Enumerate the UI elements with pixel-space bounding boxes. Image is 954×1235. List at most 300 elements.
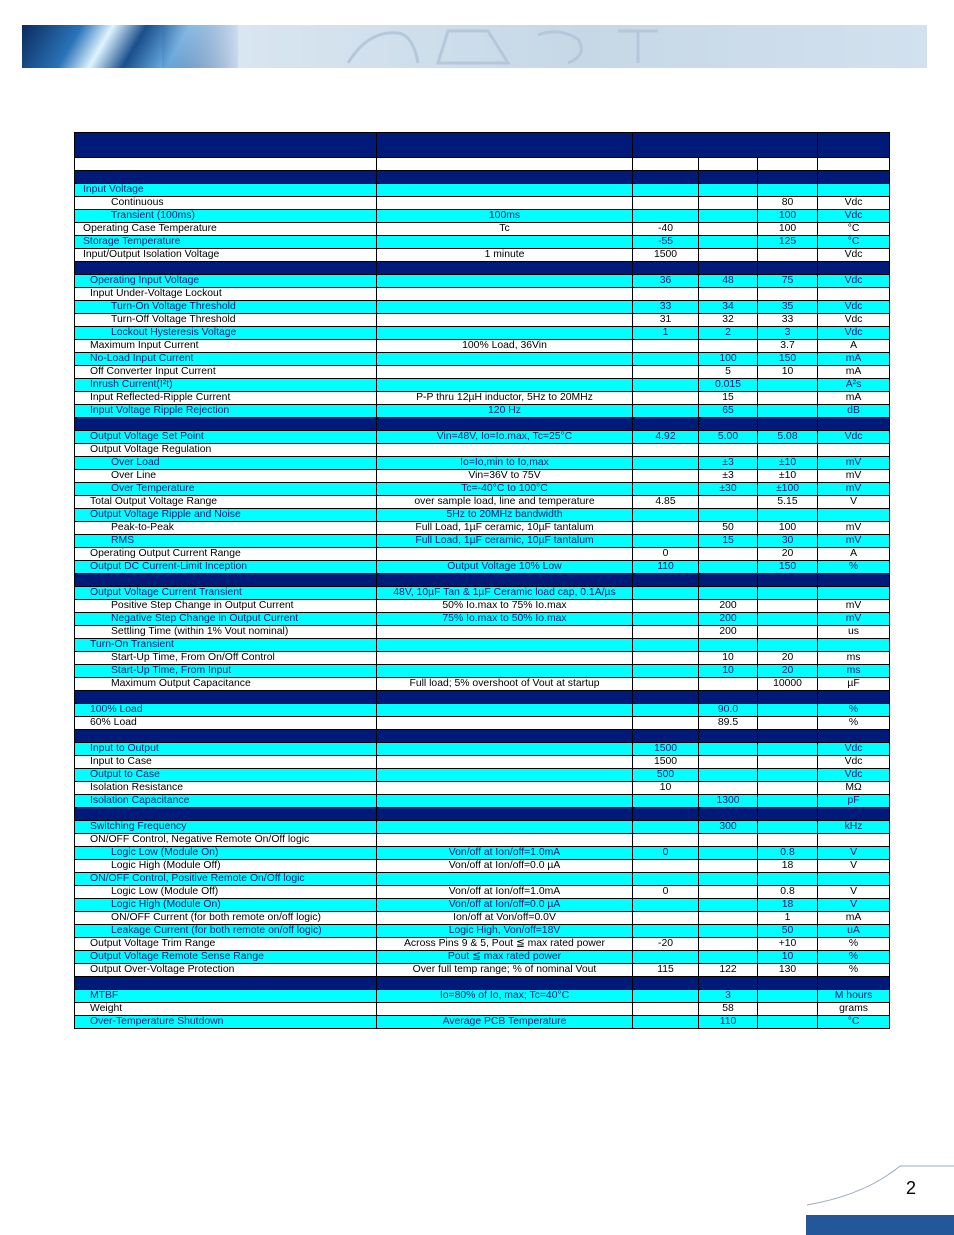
section-cell [633, 418, 699, 431]
parameter-cell: Weight [75, 1003, 377, 1016]
section-cell [377, 418, 633, 431]
min-cell [633, 392, 699, 405]
min-cell: 500 [633, 769, 699, 782]
min-cell [633, 899, 699, 912]
min-cell [633, 184, 699, 197]
max-cell: 80 [758, 197, 818, 210]
conditions-cell: 100% Load, 36Vin [377, 340, 633, 353]
min-cell [633, 509, 699, 522]
units-cell: mV [818, 457, 890, 470]
units-cell: mV [818, 613, 890, 626]
parameter-cell: Inrush Current(I²t) [75, 379, 377, 392]
max-cell: 3 [758, 327, 818, 340]
max-cell: 33 [758, 314, 818, 327]
section-cell [758, 418, 818, 431]
section-header-row [75, 418, 890, 431]
header-cell [377, 133, 633, 158]
section-cell [758, 171, 818, 184]
conditions-cell [377, 834, 633, 847]
parameter-cell: Over-Temperature Shutdown [75, 1016, 377, 1029]
section-cell [758, 977, 818, 990]
conditions-cell [377, 639, 633, 652]
min-cell [633, 197, 699, 210]
max-cell: 10 [758, 951, 818, 964]
conditions-cell: Tc=-40°C to 100°C [377, 483, 633, 496]
header-cell [818, 133, 890, 158]
units-cell: % [818, 964, 890, 977]
parameter-cell: Logic High (Module On) [75, 899, 377, 912]
units-cell [818, 639, 890, 652]
typ-cell: 300 [699, 821, 758, 834]
units-cell: dB [818, 405, 890, 418]
units-cell: Vdc [818, 431, 890, 444]
conditions-cell: Vin=48V, Io=Io.max, Tc=25°C [377, 431, 633, 444]
subheader-cell [377, 158, 633, 171]
max-cell [758, 1003, 818, 1016]
conditions-cell [377, 444, 633, 457]
section-cell [818, 574, 890, 587]
typ-cell: ±3 [699, 470, 758, 483]
min-cell [633, 613, 699, 626]
typ-cell: 200 [699, 600, 758, 613]
units-cell: % [818, 561, 890, 574]
typ-cell: 0.015 [699, 379, 758, 392]
section-cell [758, 691, 818, 704]
header-cell [633, 133, 818, 158]
conditions-cell [377, 379, 633, 392]
footer-bar [806, 1215, 954, 1235]
section-cell [818, 977, 890, 990]
max-cell: 20 [758, 665, 818, 678]
units-cell: Vdc [818, 327, 890, 340]
typ-cell: 2 [699, 327, 758, 340]
max-cell [758, 639, 818, 652]
typ-cell [699, 288, 758, 301]
table-row [75, 483, 890, 496]
min-cell: 115 [633, 964, 699, 977]
table-row [75, 769, 890, 782]
parameter-cell: Off Converter Input Current [75, 366, 377, 379]
conditions-cell: Vin=36V to 75V [377, 470, 633, 483]
typ-cell [699, 860, 758, 873]
conditions-cell [377, 314, 633, 327]
units-cell: Vdc [818, 301, 890, 314]
conditions-cell: 120 Hz [377, 405, 633, 418]
conditions-cell: Full load; 5% overshoot of Vout at startup [377, 678, 633, 691]
table-row [75, 249, 890, 262]
conditions-cell: Von/off at Ion/off=1.0mA [377, 847, 633, 860]
typ-cell [699, 756, 758, 769]
conditions-cell [377, 288, 633, 301]
units-cell: °C [818, 1016, 890, 1029]
table-row [75, 951, 890, 964]
table-row [75, 301, 890, 314]
max-cell: 30 [758, 535, 818, 548]
max-cell: 100 [758, 522, 818, 535]
units-cell: Vdc [818, 314, 890, 327]
max-cell [758, 990, 818, 1003]
conditions-cell: P-P thru 12µH inductor, 5Hz to 20MHz [377, 392, 633, 405]
min-cell [633, 626, 699, 639]
min-cell [633, 795, 699, 808]
table-row [75, 834, 890, 847]
conditions-cell: 5Hz to 20MHz bandwidth [377, 509, 633, 522]
conditions-cell: Von/off at Ion/off=0.0 µA [377, 860, 633, 873]
conditions-cell: Pout ≦ max rated power [377, 951, 633, 964]
table-row [75, 990, 890, 1003]
table-row [75, 743, 890, 756]
conditions-cell: Ion/off at Von/off=0.0V [377, 912, 633, 925]
table-subheader-row [75, 158, 890, 171]
parameter-cell: Logic Low (Module Off) [75, 886, 377, 899]
section-cell [758, 262, 818, 275]
parameter-cell: No-Load Input Current [75, 353, 377, 366]
min-cell: 10 [633, 782, 699, 795]
table-row [75, 964, 890, 977]
parameter-cell: Peak-to-Peak [75, 522, 377, 535]
banner-band [238, 25, 927, 68]
parameter-cell: Input to Output [75, 743, 377, 756]
max-cell: ±10 [758, 470, 818, 483]
typ-cell [699, 197, 758, 210]
typ-cell: 100 [699, 353, 758, 366]
section-cell [633, 262, 699, 275]
min-cell [633, 1003, 699, 1016]
section-cell [633, 730, 699, 743]
max-cell [758, 704, 818, 717]
max-cell [758, 769, 818, 782]
parameter-cell: Start-Up Time, From On/Off Control [75, 652, 377, 665]
conditions-cell: Io=80% of Io, max; Tc=40°C [377, 990, 633, 1003]
section-header-row [75, 171, 890, 184]
parameter-cell: Over Line [75, 470, 377, 483]
table-row [75, 860, 890, 873]
typ-cell: 65 [699, 405, 758, 418]
max-cell [758, 756, 818, 769]
min-cell: 1 [633, 327, 699, 340]
table-row [75, 938, 890, 951]
parameter-cell: Input Voltage Ripple Rejection [75, 405, 377, 418]
parameter-cell: Turn-On Voltage Threshold [75, 301, 377, 314]
typ-cell: 5.00 [699, 431, 758, 444]
units-cell: ms [818, 652, 890, 665]
section-cell [818, 262, 890, 275]
min-cell: 4.92 [633, 431, 699, 444]
units-cell [818, 184, 890, 197]
units-cell: mV [818, 600, 890, 613]
table-row [75, 314, 890, 327]
max-cell: 10000 [758, 678, 818, 691]
min-cell: 0 [633, 548, 699, 561]
parameter-cell: Operating Output Current Range [75, 548, 377, 561]
conditions-cell [377, 184, 633, 197]
conditions-cell: over sample load, line and temperature [377, 496, 633, 509]
table-row [75, 522, 890, 535]
typ-cell: 90.0 [699, 704, 758, 717]
table-row [75, 353, 890, 366]
section-cell [699, 171, 758, 184]
typ-cell [699, 743, 758, 756]
subheader-cell [75, 158, 377, 171]
typ-cell [699, 678, 758, 691]
max-cell [758, 717, 818, 730]
section-cell [377, 171, 633, 184]
min-cell [633, 704, 699, 717]
table-row [75, 236, 890, 249]
table-header-row [75, 133, 890, 158]
conditions-cell: Full Load, 1µF ceramic, 10µF tantalum [377, 535, 633, 548]
table-row [75, 613, 890, 626]
section-cell [699, 262, 758, 275]
conditions-cell [377, 782, 633, 795]
max-cell [758, 405, 818, 418]
typ-cell [699, 886, 758, 899]
parameter-cell: Output Voltage Ripple and Noise [75, 509, 377, 522]
max-cell: 20 [758, 652, 818, 665]
parameter-cell: ON/OFF Control, Positive Remote On/Off logic [75, 873, 377, 886]
table-row [75, 873, 890, 886]
max-cell [758, 587, 818, 600]
typ-cell: 10 [699, 665, 758, 678]
max-cell [758, 288, 818, 301]
table-row [75, 509, 890, 522]
min-cell [633, 990, 699, 1003]
section-cell [377, 262, 633, 275]
max-cell [758, 392, 818, 405]
section-cell [377, 574, 633, 587]
conditions-cell [377, 353, 633, 366]
units-cell: grams [818, 1003, 890, 1016]
min-cell [633, 288, 699, 301]
section-cell [818, 418, 890, 431]
typ-cell [699, 236, 758, 249]
max-cell: 5.15 [758, 496, 818, 509]
section-cell [818, 171, 890, 184]
typ-cell [699, 587, 758, 600]
units-cell: Vdc [818, 197, 890, 210]
subheader-cell [758, 158, 818, 171]
parameter-cell: Operating Input Voltage [75, 275, 377, 288]
parameter-cell: ON/OFF Current (for both remote on/off logic) [75, 912, 377, 925]
typ-cell: 110 [699, 1016, 758, 1029]
section-cell [75, 418, 377, 431]
typ-cell [699, 340, 758, 353]
typ-cell: 15 [699, 535, 758, 548]
section-header-row [75, 808, 890, 821]
conditions-cell [377, 704, 633, 717]
parameter-cell: Operating Case Temperature [75, 223, 377, 236]
max-cell [758, 834, 818, 847]
typ-cell [699, 639, 758, 652]
table-row [75, 548, 890, 561]
units-cell: pF [818, 795, 890, 808]
header-cell [75, 133, 377, 158]
min-cell [633, 379, 699, 392]
min-cell [633, 834, 699, 847]
units-cell: mA [818, 912, 890, 925]
parameter-cell: 60% Load [75, 717, 377, 730]
table-row [75, 886, 890, 899]
min-cell: -40 [633, 223, 699, 236]
conditions-cell [377, 821, 633, 834]
min-cell [633, 535, 699, 548]
parameter-cell: Leakage Current (for both remote on/off logic) [75, 925, 377, 938]
typ-cell: 10 [699, 652, 758, 665]
section-cell [377, 977, 633, 990]
section-cell [75, 730, 377, 743]
banner-photo [22, 25, 238, 68]
section-cell [758, 574, 818, 587]
table-row [75, 899, 890, 912]
max-cell: +10 [758, 938, 818, 951]
max-cell: 0.8 [758, 886, 818, 899]
section-cell [699, 977, 758, 990]
max-cell [758, 444, 818, 457]
units-cell [818, 587, 890, 600]
table-row [75, 600, 890, 613]
table-row [75, 639, 890, 652]
table-row [75, 210, 890, 223]
conditions-cell: 50% Io.max to 75% Io.max [377, 600, 633, 613]
table-row [75, 561, 890, 574]
table-row [75, 184, 890, 197]
parameter-cell: MTBF [75, 990, 377, 1003]
table-row [75, 821, 890, 834]
max-cell: 150 [758, 353, 818, 366]
conditions-cell [377, 717, 633, 730]
table-row [75, 782, 890, 795]
max-cell: ±100 [758, 483, 818, 496]
typ-cell: 50 [699, 522, 758, 535]
parameter-cell: Over Load [75, 457, 377, 470]
max-cell: 1 [758, 912, 818, 925]
specifications-table [74, 132, 890, 1029]
units-cell: mV [818, 470, 890, 483]
table-row [75, 444, 890, 457]
section-cell [818, 808, 890, 821]
units-cell: us [818, 626, 890, 639]
parameter-cell: Input Voltage [75, 184, 377, 197]
parameter-cell: Output Voltage Remote Sense Range [75, 951, 377, 964]
conditions-cell: Over full temp range; % of nominal Vout [377, 964, 633, 977]
section-cell [377, 691, 633, 704]
conditions-cell [377, 795, 633, 808]
section-cell [633, 691, 699, 704]
typ-cell [699, 951, 758, 964]
parameter-cell: Lockout Hysteresis Voltage [75, 327, 377, 340]
max-cell [758, 509, 818, 522]
parameter-cell: Output Voltage Regulation [75, 444, 377, 457]
typ-cell: 34 [699, 301, 758, 314]
max-cell [758, 873, 818, 886]
units-cell [818, 834, 890, 847]
units-cell: V [818, 886, 890, 899]
table-row [75, 847, 890, 860]
typ-cell: 200 [699, 613, 758, 626]
conditions-cell [377, 236, 633, 249]
typ-cell [699, 223, 758, 236]
min-cell: 1500 [633, 249, 699, 262]
table-row [75, 626, 890, 639]
table-row [75, 717, 890, 730]
page-number: 2 [906, 1178, 917, 1198]
typ-cell [699, 899, 758, 912]
min-cell [633, 340, 699, 353]
typ-cell: ±3 [699, 457, 758, 470]
units-cell: mA [818, 353, 890, 366]
min-cell [633, 470, 699, 483]
table-row [75, 496, 890, 509]
min-cell: -20 [633, 938, 699, 951]
units-cell: % [818, 938, 890, 951]
typ-cell [699, 834, 758, 847]
typ-cell [699, 769, 758, 782]
min-cell [633, 665, 699, 678]
units-cell: kHz [818, 821, 890, 834]
conditions-cell [377, 197, 633, 210]
max-cell: 35 [758, 301, 818, 314]
conditions-cell [377, 327, 633, 340]
parameter-cell: Output Voltage Set Point [75, 431, 377, 444]
section-cell [758, 808, 818, 821]
conditions-cell: 48V, 10µF Tan & 1µF Ceramic load cap, 0.1A/µs [377, 587, 633, 600]
parameter-cell: Switching Frequency [75, 821, 377, 834]
units-cell: Vdc [818, 743, 890, 756]
conditions-cell [377, 626, 633, 639]
parameter-cell: Input Reflected-Ripple Current [75, 392, 377, 405]
section-cell [699, 808, 758, 821]
min-cell [633, 717, 699, 730]
max-cell [758, 821, 818, 834]
section-cell [699, 730, 758, 743]
parameter-cell: Output Over-Voltage Protection [75, 964, 377, 977]
conditions-cell: 1 minute [377, 249, 633, 262]
conditions-cell: Tc [377, 223, 633, 236]
units-cell: V [818, 847, 890, 860]
units-cell: Vdc [818, 210, 890, 223]
section-cell [377, 808, 633, 821]
conditions-cell [377, 769, 633, 782]
min-cell: 1500 [633, 743, 699, 756]
table-row [75, 470, 890, 483]
table-row [75, 912, 890, 925]
units-cell: mV [818, 535, 890, 548]
section-cell [75, 171, 377, 184]
subheader-cell [818, 158, 890, 171]
parameter-cell: Output to Case [75, 769, 377, 782]
min-cell [633, 587, 699, 600]
max-cell: 75 [758, 275, 818, 288]
table-row [75, 340, 890, 353]
table-row [75, 431, 890, 444]
parameter-cell: 100% Load [75, 704, 377, 717]
parameter-cell: Start-Up Time, From Input [75, 665, 377, 678]
parameter-cell: Turn-Off Voltage Threshold [75, 314, 377, 327]
min-cell [633, 457, 699, 470]
max-cell: 20 [758, 548, 818, 561]
typ-cell: 122 [699, 964, 758, 977]
units-cell: ms [818, 665, 890, 678]
max-cell: 18 [758, 899, 818, 912]
min-cell [633, 821, 699, 834]
typ-cell [699, 561, 758, 574]
min-cell [633, 444, 699, 457]
table-row [75, 327, 890, 340]
units-cell [818, 444, 890, 457]
units-cell [818, 509, 890, 522]
min-cell [633, 405, 699, 418]
min-cell: 110 [633, 561, 699, 574]
